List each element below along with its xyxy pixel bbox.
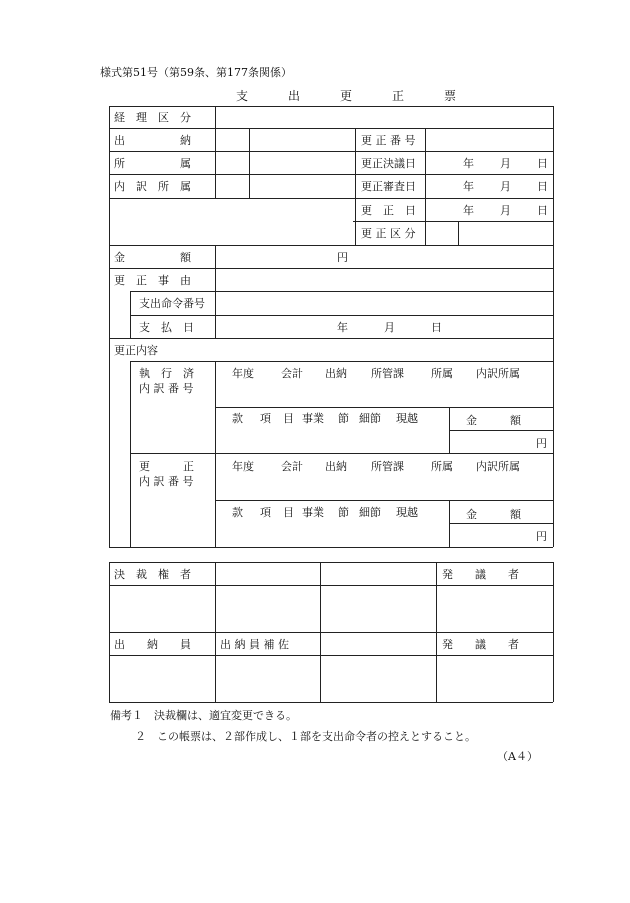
corrected-amount-label: 金 額 (466, 508, 521, 521)
correction-year: 年 (463, 204, 474, 217)
executed-h-treasury: 出納 (325, 367, 347, 380)
paper-size: （A４） (497, 750, 538, 763)
affiliation-label: 所 属 (114, 157, 191, 170)
corrected-h-setsu: 節 (338, 506, 349, 519)
corrected-label-line1: 更 正 (139, 460, 194, 473)
payment-year: 年 (337, 321, 348, 334)
executed-h-kou: 項 (260, 412, 271, 425)
corrected-h-affiliation: 所属 (431, 460, 453, 473)
executed-yen: 円 (536, 437, 547, 450)
decision-day: 日 (537, 157, 548, 170)
corrected-h-project: 事業 (302, 506, 324, 519)
executed-h-department: 所管課 (371, 367, 404, 380)
executed-h-project: 事業 (302, 412, 324, 425)
proposer2-label: 発 議 者 (442, 638, 519, 651)
amount-label: 金 額 (114, 251, 191, 264)
executed-h-saisetsu: 細節 (359, 412, 381, 425)
decision-year: 年 (463, 157, 474, 170)
note-1: 備考１ 決裁欄は、適宜変更できる。 (110, 709, 297, 722)
correction-day: 日 (537, 204, 548, 217)
executed-h-kan: 款 (232, 412, 243, 425)
correction-reason-label: 更 正 事 由 (114, 274, 191, 287)
executed-h-affiliation: 所属 (431, 367, 453, 380)
corrected-h-accounting: 会計 (281, 460, 303, 473)
corrected-h-treasury: 出納 (325, 460, 347, 473)
treasury-label: 出 納 (114, 134, 191, 147)
payment-month: 月 (384, 321, 395, 334)
breakdown-affiliation-label: 内 訳 所 属 (114, 180, 191, 193)
executed-h-accounting: 会計 (281, 367, 303, 380)
executed-h-genetsu: 現越 (396, 412, 418, 425)
executed-amount-label: 金 額 (466, 414, 521, 427)
treasurer-label: 出 納 員 (114, 638, 191, 651)
treasurer-assistant-label: 出 納 員 補 佐 (220, 638, 289, 651)
correction-date-label: 更 正 日 (361, 204, 416, 217)
payment-date-label: 支 払 日 (139, 321, 194, 334)
corrected-h-genetsu: 現越 (396, 506, 418, 519)
correction-review-date-label: 更正審査日 (361, 180, 416, 193)
amount-yen: 円 (337, 251, 348, 264)
executed-label-line1: 執 行 済 (139, 367, 194, 380)
executed-h-breakdown: 内訳所属 (476, 367, 520, 380)
account-category-label: 経 理 区 分 (114, 111, 191, 124)
correction-decision-date-label: 更正決議日 (361, 157, 416, 170)
review-month: 月 (500, 180, 511, 193)
correction-category-label: 更 正 区 分 (361, 227, 416, 240)
executed-h-setsu: 節 (338, 412, 349, 425)
corrected-yen: 円 (536, 530, 547, 543)
corrected-h-breakdown: 内訳所属 (476, 460, 520, 473)
corrected-h-kou: 項 (260, 506, 271, 519)
payment-day: 日 (431, 321, 442, 334)
corrected-label-line2: 内 訳 番 号 (139, 475, 194, 488)
review-year: 年 (463, 180, 474, 193)
corrected-h-kan: 款 (232, 506, 243, 519)
corrected-h-saisetsu: 細節 (359, 506, 381, 519)
approver-label: 決 裁 権 者 (114, 568, 191, 581)
form-number: 様式第51号（第59条、第177条関係） (100, 66, 292, 79)
note-2: ２ この帳票は、２部作成し、１部を支出命令者の控えとすること。 (135, 730, 476, 743)
executed-label-line2: 内 訳 番 号 (139, 382, 194, 395)
proposer-label: 発 議 者 (442, 568, 519, 581)
executed-h-fiscal-year: 年度 (232, 367, 254, 380)
payment-order-number-label: 支出命令番号 (139, 297, 205, 310)
review-day: 日 (537, 180, 548, 193)
corrected-h-fiscal-year: 年度 (232, 460, 254, 473)
corrected-h-moku: 目 (283, 506, 294, 519)
correction-month: 月 (500, 204, 511, 217)
content-section-label: 更正内容 (114, 344, 158, 357)
decision-month: 月 (500, 157, 511, 170)
correction-number-label: 更 正 番 号 (361, 134, 416, 147)
form-title: 支 出 更 正 票 (236, 89, 471, 103)
executed-h-moku: 目 (283, 412, 294, 425)
corrected-h-department: 所管課 (371, 460, 404, 473)
